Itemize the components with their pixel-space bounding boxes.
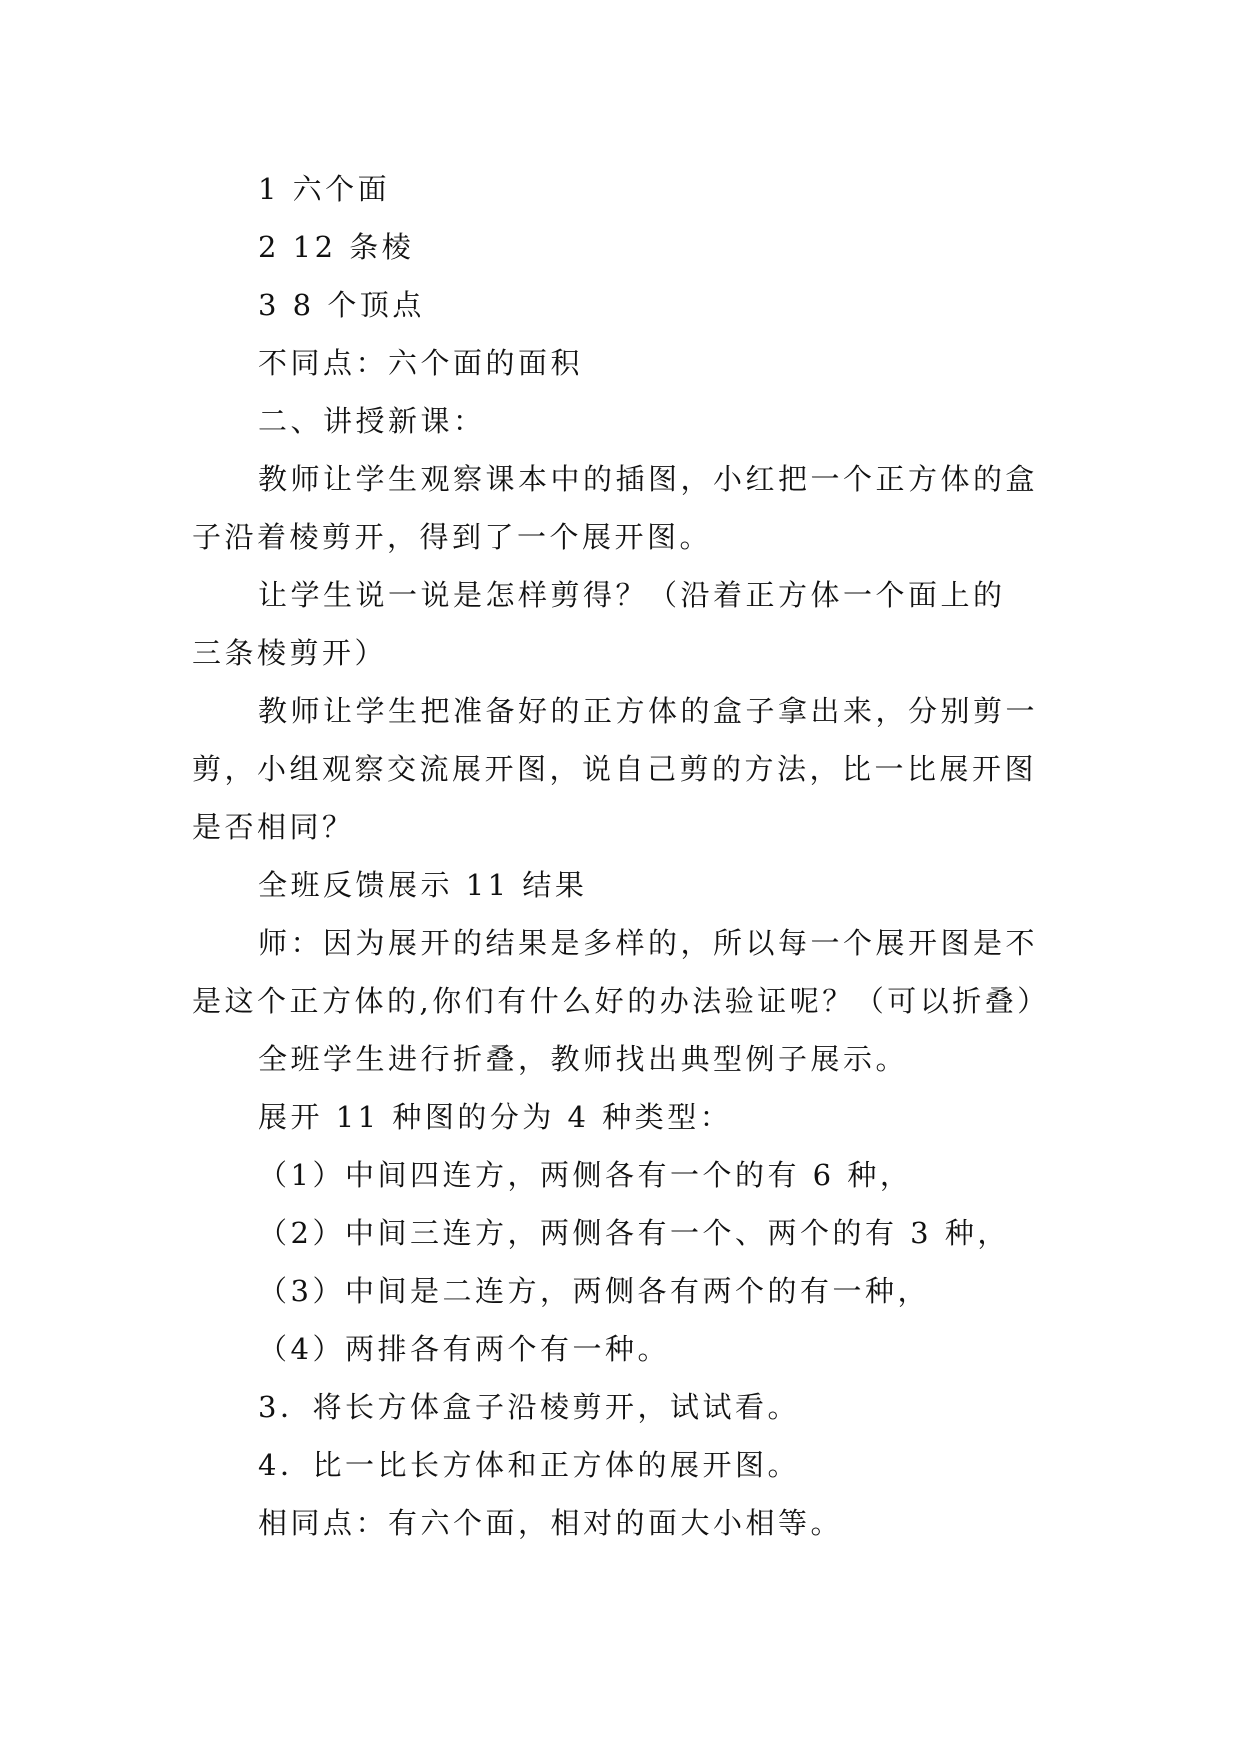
paragraph: 相同点：有六个面，相对的面大小相等。 [258, 1506, 844, 1540]
paragraph: 教师让学生观察课本中的插图，小红把一个正方体的盒 [258, 462, 1039, 496]
paragraph: 让学生说一说是怎样剪得？（沿着正方体一个面上的 [258, 578, 1006, 612]
paragraph: 师：因为展开的结果是多样的，所以每一个展开图是不 [258, 926, 1039, 960]
paragraph: 教师让学生把准备好的正方体的盒子拿出来，分别剪一 [258, 694, 1039, 728]
paragraph: 3．将长方体盒子沿棱剪开，试试看。 [258, 1390, 800, 1424]
paragraph-continuation: 三条棱剪开） [192, 636, 388, 670]
paragraph: 不同点：六个面的面积 [258, 346, 584, 380]
document-body [192, 160, 1062, 1552]
paragraph: 全班反馈展示 11 结果 [258, 868, 588, 902]
list-item: （1）中间四连方，两侧各有一个的有 6 种， [258, 1158, 913, 1192]
paragraph: 4．比一比长方体和正方体的展开图。 [258, 1448, 800, 1482]
section-heading: 二、讲授新课： [258, 404, 486, 438]
list-item: 3 8 个顶点 [258, 288, 425, 322]
paragraph-continuation: 子沿着棱剪开，得到了一个展开图。 [192, 520, 713, 554]
paragraph-continuation: 是否相同？ [192, 810, 355, 844]
list-item: （3）中间是二连方，两侧各有两个的有一种， [258, 1274, 930, 1308]
list-item: 1 六个面 [258, 172, 391, 206]
list-item: （4）两排各有两个有一种。 [258, 1332, 670, 1366]
paragraph: 展开 11 种图的分为 4 种类型： [258, 1100, 733, 1134]
list-item: （2）中间三连方，两侧各有一个、两个的有 3 种， [258, 1216, 1010, 1250]
list-item: 2 12 条棱 [258, 230, 415, 264]
paragraph-continuation: 是这个正方体的,你们有什么好的办法验证呢？（可以折叠） [192, 984, 1050, 1018]
paragraph-continuation: 剪，小组观察交流展开图，说自己剪的方法，比一比展开图 [192, 752, 1038, 786]
paragraph: 全班学生进行折叠，教师找出典型例子展示。 [258, 1042, 909, 1076]
